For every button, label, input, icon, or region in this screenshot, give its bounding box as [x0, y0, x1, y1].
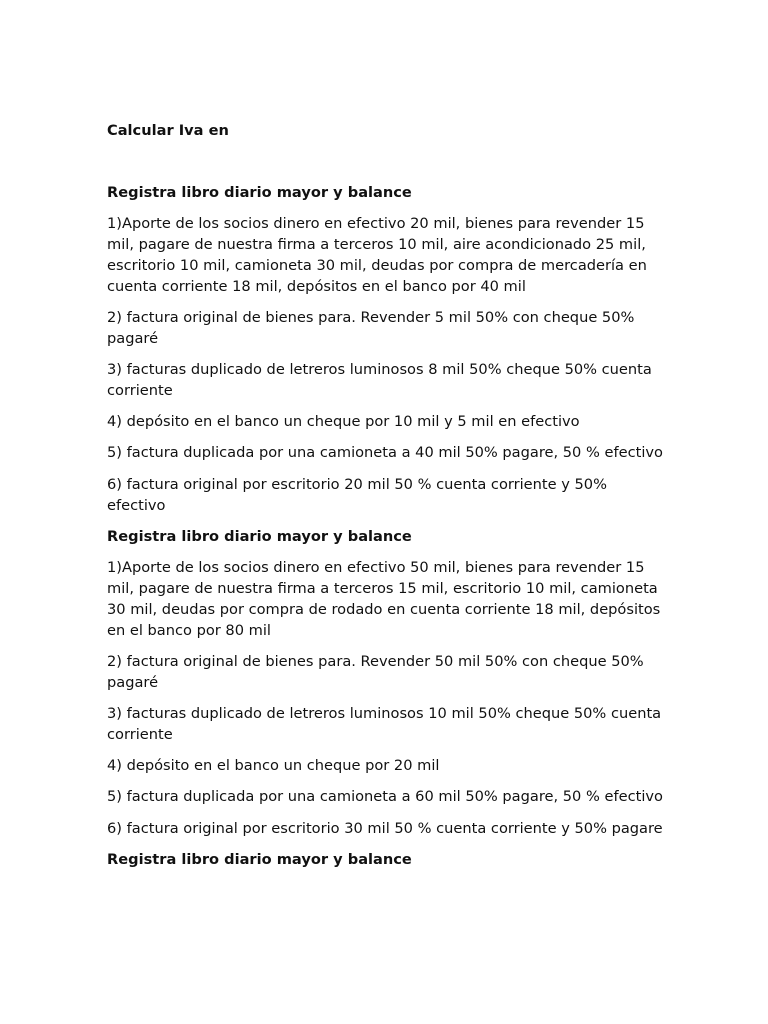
- exercise-section-1: [107, 183, 667, 516]
- exercise-item: 2) factura original de bienes para. Revender 5 mil 50% con cheque 50% pagaré: [107, 308, 635, 347]
- section-heading: Registra libro diario mayor y balance: [107, 184, 412, 201]
- section-heading: Registra libro diario mayor y balance: [107, 850, 412, 868]
- section-heading: Registra libro diario mayor y balance: [107, 527, 412, 545]
- exercise-item: 5) factura duplicada por una camioneta a 60 mil 50% pagare, 50 % efectivo: [107, 788, 663, 806]
- exercise-section-3: [107, 850, 667, 871]
- exercise-item: 4) depósito en el banco un cheque por 20 mil: [107, 757, 440, 775]
- exercise-item: 1)Aporte de los socios dinero en efectivo 20 mil, bienes para revender 15 mil, pagare de nuestra firma a terceros 10 mil, aire acondicionado 25 mil, escritorio 10 mil, camioneta 30 mil, deudas por compra de mercadería en cuenta corriente 18 mil, depósitos en el banco por 40 mil: [107, 215, 647, 295]
- document-title: Calcular Iva en: [107, 122, 229, 139]
- title-spacer: [107, 142, 667, 183]
- exercise-item: 3) facturas duplicado de letreros luminosos 8 mil 50% cheque 50% cuenta corriente: [107, 361, 652, 399]
- exercise-section-2: [107, 527, 667, 840]
- exercise-item: 3) facturas duplicado de letreros luminosos 10 mil 50% cheque 50% cuenta corriente: [107, 704, 662, 743]
- exercise-item: 1)Aporte de los socios dinero en efectivo 50 mil, bienes para revender 15 mil, pagare de nuestra firma a terceros 15 mil, escritorio 10 mil, camioneta 30 mil, deudas por compra de rodado en cuenta corriente 18 mil, depósitos en el banco por 80 mil: [107, 559, 661, 639]
- exercise-item: 5) factura duplicada por una camioneta a 40 mil 50% pagare, 50 % efectivo: [107, 444, 663, 462]
- exercise-item: 2) factura original de bienes para. Revender 50 mil 50% con cheque 50% pagaré: [107, 652, 644, 691]
- exercise-item: 6) factura original por escritorio 20 mil 50 % cuenta corriente y 50% efectivo: [107, 475, 607, 514]
- document-page: [107, 121, 667, 881]
- exercise-item: 6) factura original por escritorio 30 mil 50 % cuenta corriente y 50% pagare: [107, 819, 663, 837]
- exercise-item: 4) depósito en el banco un cheque por 10 mil y 5 mil en efectivo: [107, 413, 580, 431]
